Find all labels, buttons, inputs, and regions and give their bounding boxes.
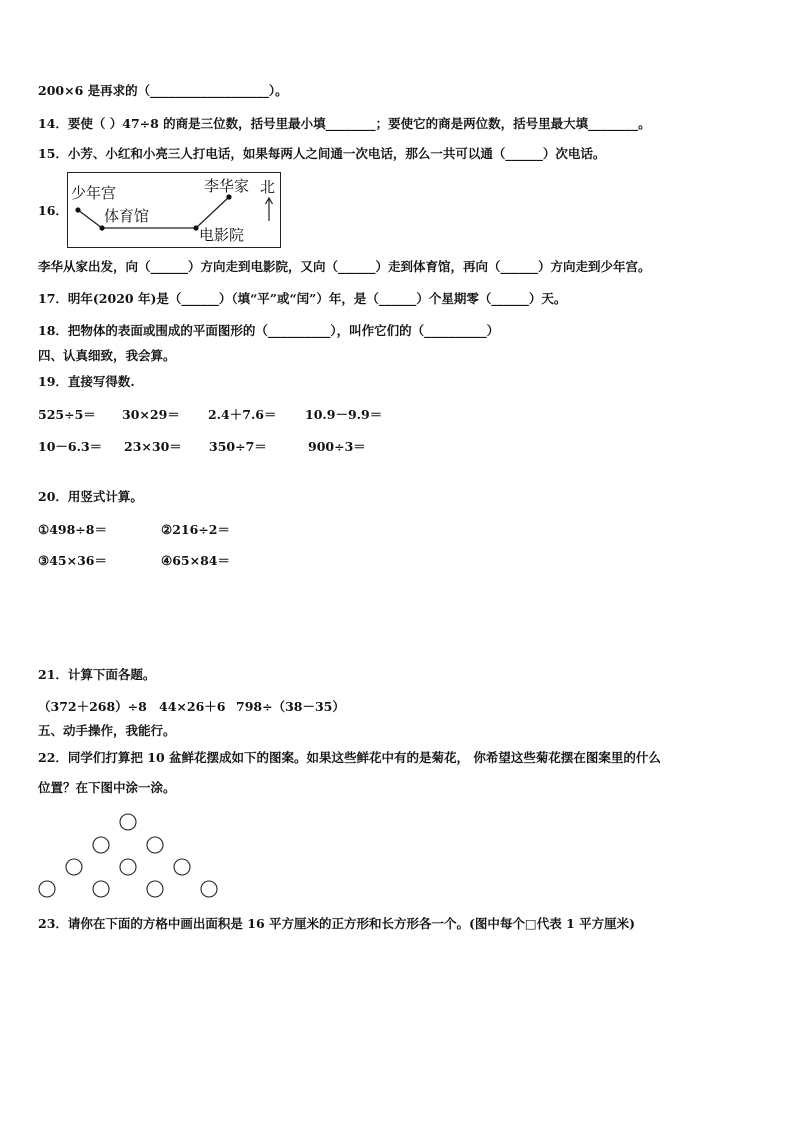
tiyuguan-dot xyxy=(99,225,104,230)
question-17: 17．明年(2020 年)是（______）（填“平”或“闰”）年，是（______）个星期零（______）天。 xyxy=(38,291,567,306)
label-dianyingyuan: 电影院 xyxy=(199,226,245,244)
q19-item: 900÷3＝ xyxy=(308,439,366,454)
question-16-text: 李华从家出发，向（______）方向走到电影院，又向（______）走到体育馆，再向（______）方向走到少年宫。 xyxy=(38,259,651,274)
q20-item: ②216÷2＝ xyxy=(161,522,230,537)
q20-item: ①498÷8＝ xyxy=(38,522,107,537)
q21-item: 44×26＋6 xyxy=(159,699,226,714)
q19-item: 525÷5＝ xyxy=(38,407,96,422)
flower-pot-icon[interactable] xyxy=(93,837,109,853)
dianyingyuan-dot xyxy=(193,225,198,230)
q21-item: 798÷（38－35） xyxy=(236,699,345,714)
question-23: 23．请你在下面的方格中画出面积是 16 平方厘米的正方形和长方形各一个。(图中每个□代表 1 平方厘米) xyxy=(38,916,636,931)
q20-item: ④65×84＝ xyxy=(161,553,230,568)
label-tiyuguan: 体育馆 xyxy=(104,207,150,225)
flower-pot-icon[interactable] xyxy=(201,881,217,897)
section-5-heading: 五、动手操作，我能行。 xyxy=(38,723,176,738)
section-4-heading: 四、认真细致，我会算。 xyxy=(38,348,176,363)
q13-tail: 200×6 是再求的（___________________）。 xyxy=(38,83,288,98)
shaoniangong-dot xyxy=(75,207,80,212)
flower-pot-icon[interactable] xyxy=(120,859,136,875)
question-20-title: 20．用竖式计算。 xyxy=(38,489,143,504)
flower-pot-icon[interactable] xyxy=(39,881,55,897)
question-19-title: 19．直接写得数. xyxy=(38,374,135,389)
q19-item: 10－6.3＝ xyxy=(38,439,103,454)
flower-pot-icon[interactable] xyxy=(174,859,190,875)
question-16-number: 16． xyxy=(38,203,68,218)
direction-map xyxy=(67,172,281,248)
flower-pattern xyxy=(30,808,230,898)
q21-item: （372＋268）÷8 xyxy=(38,699,147,714)
label-north: 北 xyxy=(260,178,276,196)
question-21-title: 21．计算下面各题。 xyxy=(38,667,156,682)
flower-pot-icon[interactable] xyxy=(120,814,136,830)
question-15: 15．小芳、小红和小亮三人打电话，如果每两人之间通一次电话，那么一共可以通（______）次电话。 xyxy=(38,146,606,161)
q19-item: 23×30＝ xyxy=(124,439,182,454)
q19-item: 10.9－9.9＝ xyxy=(305,407,383,422)
q19-item: 350÷7＝ xyxy=(209,439,267,454)
question-14: 14．要使（ ）47÷8 的商是三位数，括号里最小填________；要使它的商是两位数，括号里最大填________。 xyxy=(38,116,651,131)
flower-pot-icon[interactable] xyxy=(93,881,109,897)
question-22-line-2: 位置？在下图中涂一涂。 xyxy=(38,780,176,795)
label-lihuajia: 李华家 xyxy=(204,177,250,195)
q19-item: 2.4＋7.6＝ xyxy=(208,407,277,422)
question-18: 18．把物体的表面或围成的平面图形的（__________），叫作它们的（__________） xyxy=(38,323,500,338)
flower-pot-icon[interactable] xyxy=(147,837,163,853)
q19-item: 30×29＝ xyxy=(122,407,180,422)
question-22-line-1: 22．同学们打算把 10 盆鲜花摆成如下的图案。如果这些鲜花中有的是菊花， 你希望这些菊花摆在图案里的什么 xyxy=(38,750,661,765)
flower-pot-icon[interactable] xyxy=(147,881,163,897)
flower-pot-icon[interactable] xyxy=(66,859,82,875)
q20-item: ③45×36＝ xyxy=(38,553,107,568)
label-shaoniangong: 少年宫 xyxy=(71,184,117,202)
